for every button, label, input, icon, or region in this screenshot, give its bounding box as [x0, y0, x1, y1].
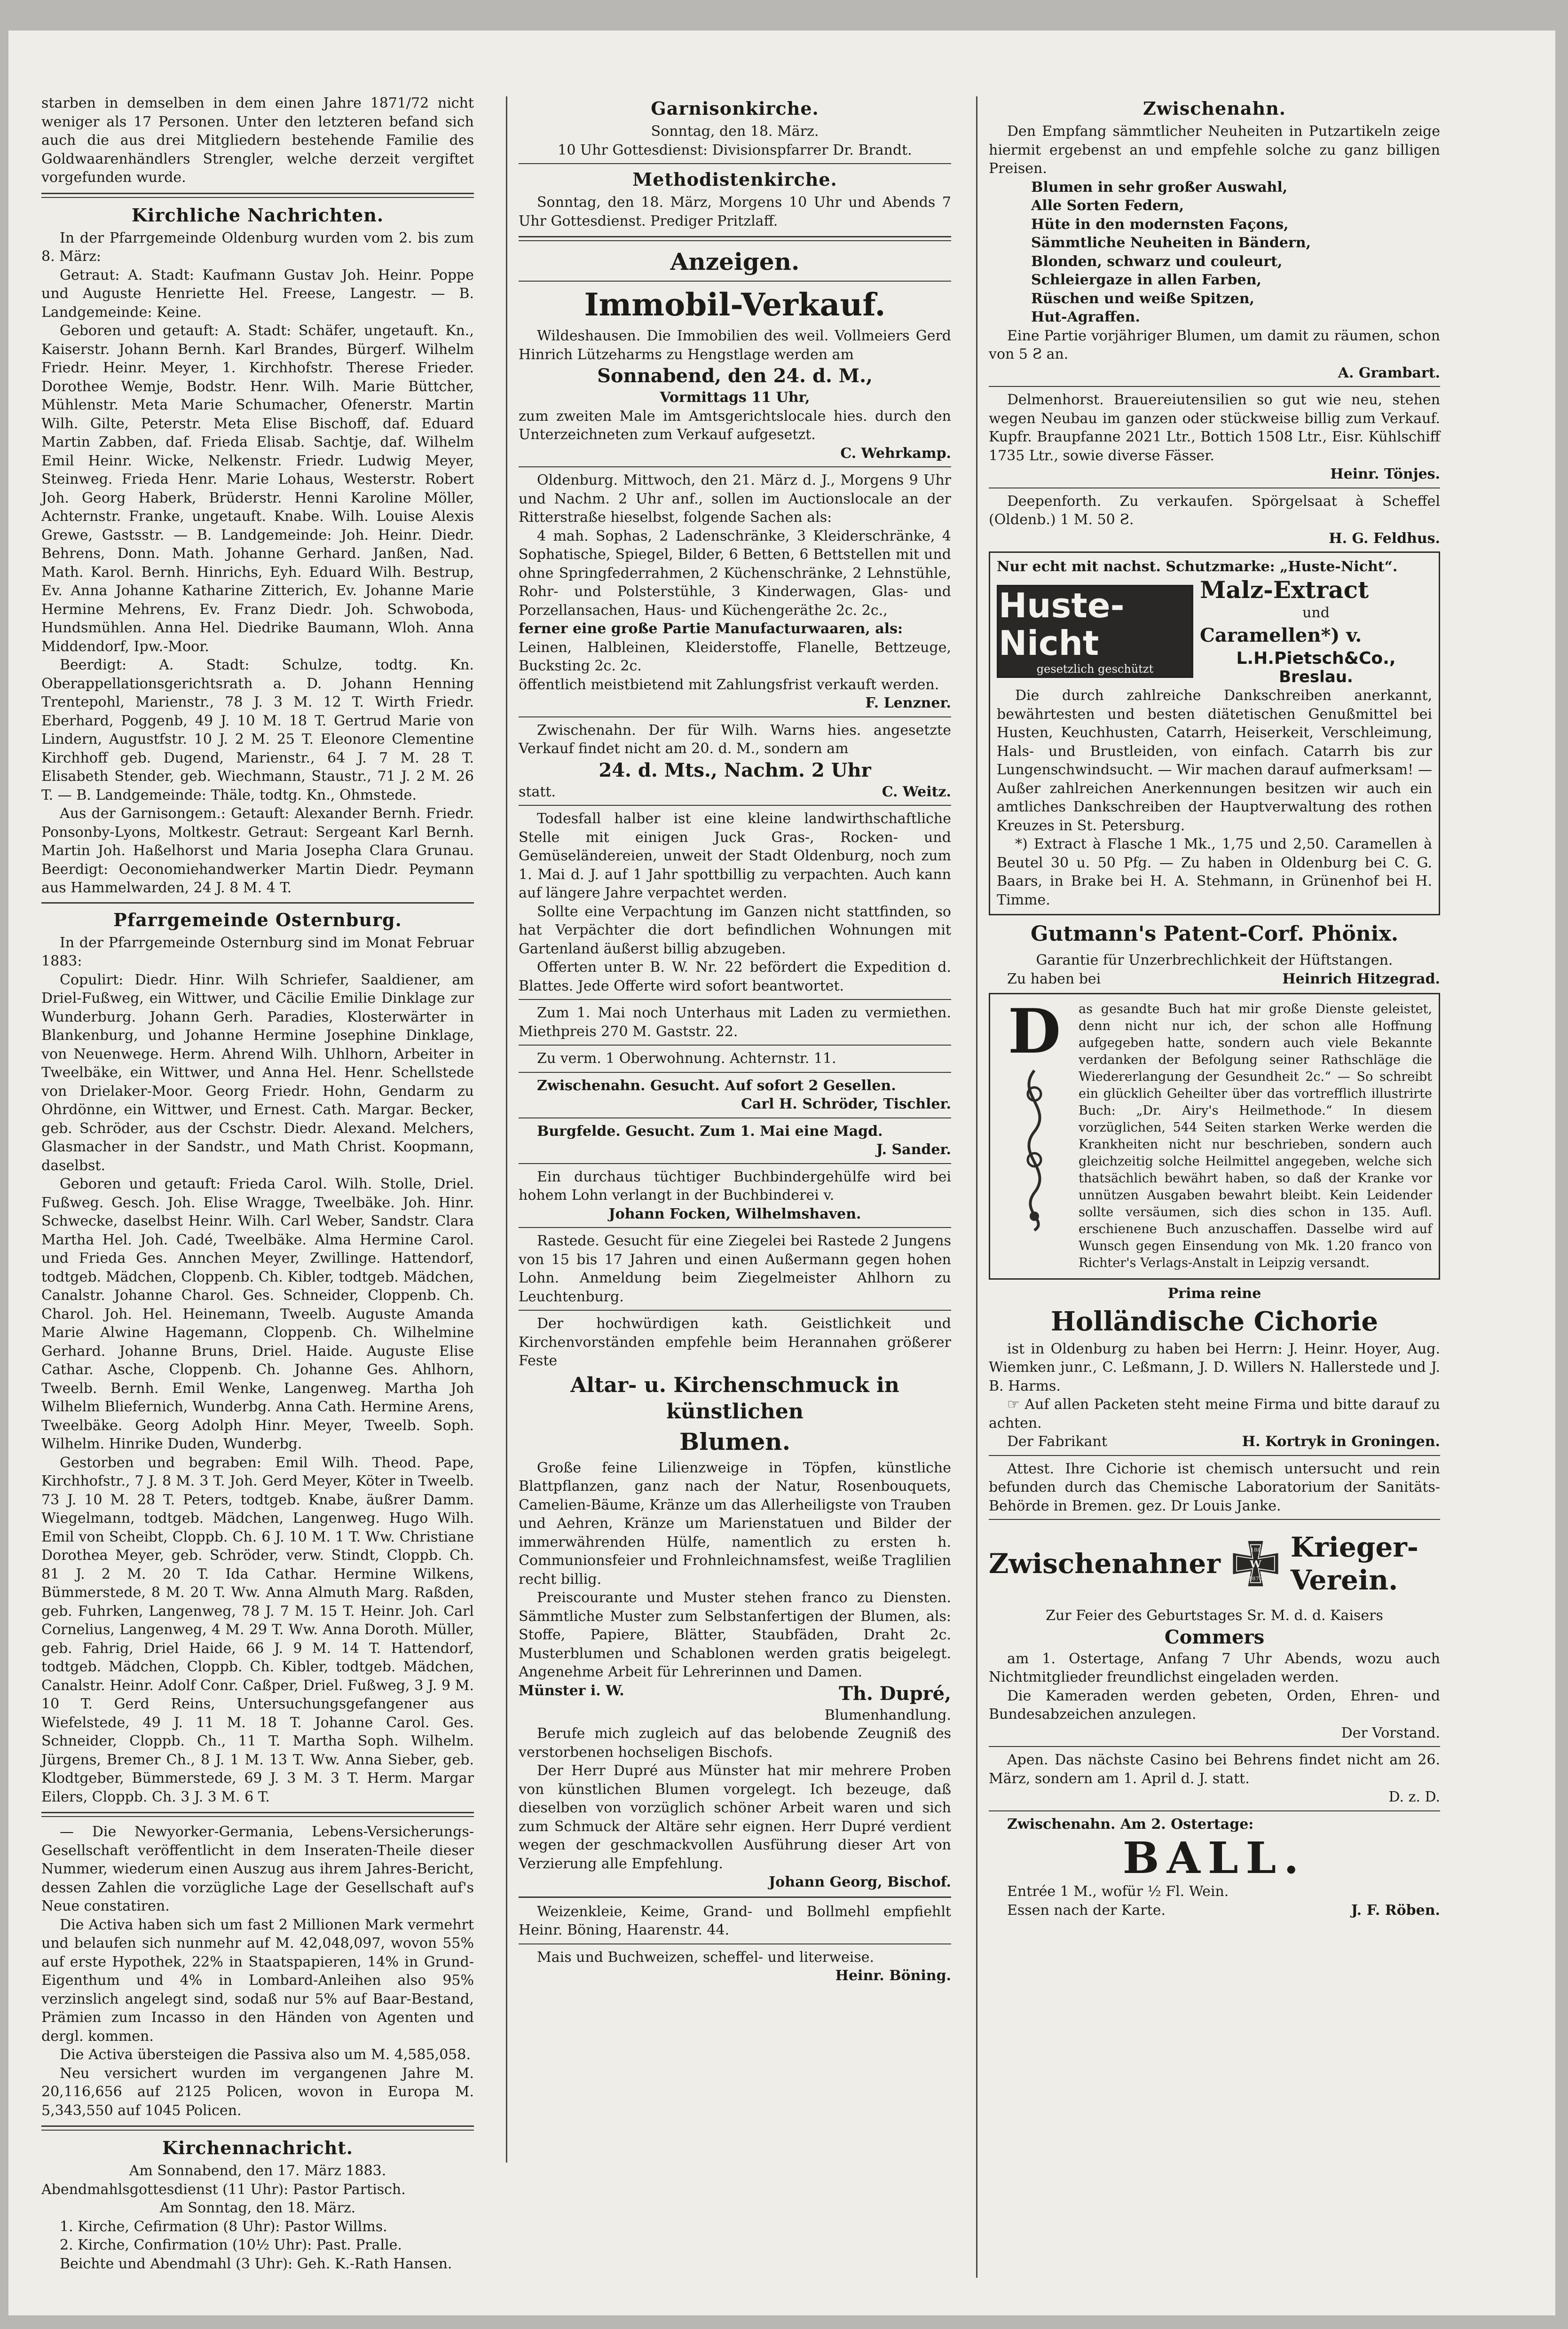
- section-title-anzeigen: Anzeigen.: [670, 248, 800, 275]
- paragraph: 4 mah. Sophas, 2 Ladenschränke, 3 Kleiderschränke, 4 Sophatische, Spiegel, Bilder, 6 Betten, 6 Bettstellen mit und ohne Springfederrahmen, 2 Küchenschränke, 2 Lehnstühle, Rohr- und Polsterstühle, 3 Kinderwagen, Glas- und Porzellansachen, Haus- und Küchengeräthe 2c. 2c.,: [519, 527, 951, 619]
- ornament-icon: [1006, 1066, 1063, 1235]
- column-3: [989, 94, 1440, 1920]
- paragraph: Die Kameraden werden gebeten, Orden, Ehren- und Bundesabzeichen anzulegen.: [989, 1687, 1440, 1723]
- paragraph: Der hochwürdigen kath. Geistlichkeit und Kirchenvorständen empfehle beim Herannahen größerer Feste: [519, 1315, 951, 1369]
- ad-signature: C. Wehrkamp.: [840, 445, 951, 462]
- divider: [519, 1163, 951, 1164]
- divider: [519, 999, 951, 1000]
- ad-title-commers: Commers: [1164, 1626, 1265, 1648]
- paragraph: — Die Newyorker-Germania, Lebens-Versicherungs-Gesellschaft veröffentlicht in dem Inseraten-Theile dieser Nummer, wiederum einen Auszug aus ihrem Jahres-Bericht, dessen Zahlen die vorzügliche Lage der Gesellschaft auf's Neue constatiren.: [41, 1824, 474, 1914]
- ad-book: [989, 993, 1440, 1280]
- text-line: und: [1302, 604, 1330, 621]
- divider: [519, 1896, 951, 1898]
- paragraph: Preiscourante und Muster stehen franco zu Diensten. Sämmtliche Muster zum Selbstanfertigen der Blumen, als: Stoffe, Papiere, Blätter, Staubfäden, Draht 2c. Musterblumen und Schablonen werden gratis beigelegt. Angenehme Arbeit für Lehrerinnen und Damen.: [519, 1589, 951, 1680]
- text-line: Beichte und Abendmahl (3 Uhr): Geh. K.-Rath Hansen.: [60, 2255, 452, 2272]
- ad-signature: C. Weitz.: [882, 783, 951, 800]
- paragraph: In der Pfarrgemeinde Osternburg sind im Monat Februar 1883:: [41, 934, 474, 969]
- ad-title-zwischenahn: Zwischenahn.: [1143, 98, 1286, 119]
- paragraph: Sonntag, den 18. März, Morgens 10 Uhr und Abends 7 Uhr Gottesdienst. Prediger Pritzlaff.: [519, 194, 951, 229]
- paragraph: In der Pfarrgemeinde Oldenburg wurden vom 2. bis zum 8. März:: [41, 229, 474, 265]
- ad-title-altar-kirchenschmuck: Altar- u. Kirchenschmuck in künstlichen: [570, 1373, 899, 1424]
- paragraph: Delmenhorst. Brauereiutensilien so gut wie neu, stehen wegen Neubau im ganzen oder stückweise billig zum Verkauf. Kupfr. Braupfanne 2021 Ltr., Bottich 1508 Ltr., Eisr. Kühlschiff 1735 Ltr., sowie diverse Fässer.: [989, 392, 1440, 464]
- divider: [519, 163, 951, 164]
- text-line: Garantie für Unzerbrechlichkeit der Hüftstangen.: [1036, 952, 1393, 968]
- paragraph: Die Activa haben sich um fast 2 Millionen Mark vermehrt und belaufen sich nunmehr auf M. 42,048,097, wovon 55% auf erste Hypothek, 22% in Staatspapieren, 14% in Grund-Eigenthum und 4% in Lombard-Anleihen also 95% verzinslich angelegt sind, sodaß nur 5% auf Baar-Bestand, Prämien zum Incasso in den Händen von Agenten und dergl. kommen.: [41, 1916, 474, 2045]
- cross-mid-text: W: [1250, 1558, 1261, 1571]
- divider: [519, 805, 951, 806]
- column-1: [41, 94, 474, 2273]
- divider: [989, 1455, 1440, 1456]
- paragraph: am 1. Ostertage, Anfang 7 Uhr Abends, wozu auch Nichtmitglieder freundlichst eingeladen werden.: [989, 1650, 1440, 1685]
- text-line: Der Fabrikant: [1007, 1433, 1107, 1450]
- list-item: Sämmtliche Neuheiten in Bändern,: [1031, 235, 1311, 251]
- paragraph: Ein durchaus tüchtiger Buchbindergehülfe wird bei hohem Lohn verlangt in der Buchbinderei v.: [519, 1168, 951, 1204]
- text-line: Entrée 1 M., wofür ½ Fl. Wein.: [1007, 1883, 1229, 1900]
- paragraph: Oldenburg. Mittwoch, den 21. März d. J., Morgens 9 Uhr und Nachm. 2 Uhr anf., sollen im Auctionslocale an der Ritterstraße hieselbst, folgende Sachen als:: [519, 472, 951, 526]
- divider: [519, 716, 951, 717]
- paragraph: Zum 1. Mai noch Unterhaus mit Laden zu vermiethen. Miethpreis 270 M. Gaststr. 22.: [519, 1005, 951, 1040]
- ad-signature: F. Lenzner.: [865, 695, 951, 711]
- huste-nicht-logo: [997, 585, 1193, 678]
- list-item: Blonden, schwarz und couleurt,: [1031, 253, 1283, 270]
- ad-signature: J. F. Röben.: [1351, 1902, 1440, 1919]
- signature-row: [989, 1901, 1440, 1920]
- divider: [519, 466, 951, 467]
- cross-bot-text: 1870: [1248, 1575, 1263, 1582]
- paragraph: ☞ Auf allen Packeten steht meine Firma und bitte darauf zu achten.: [989, 1396, 1440, 1432]
- ad-krieger-verein-header: [989, 1524, 1440, 1604]
- ad-title-ball: BALL.: [1122, 1833, 1307, 1883]
- section-title-methodistenkirche: Methodistenkirche.: [632, 169, 837, 190]
- paragraph: öffentlich meistbietend mit Zahlungsfrist verkauft werden.: [519, 676, 939, 693]
- list-item: Alle Sorten Federn,: [1031, 197, 1184, 214]
- paragraph: Copulirt: Diedr. Hinr. Wilh Schriefer, Saaldiener, am Driel-Fußweg, ein Wittwer, und Cäcilie Emilie Dinklage zur Wunderburg. Johann Gerh. Paradies, Klosterwärter in Blankenburg, und Johanne Hermine Josephine Dinklage, von Neuenwege. Herm. Ahrend Wilh. Uhlhorn, Arbeiter in Tweelbäke, ein Wittwer, und Anna Hel. Henr. Schellstede von Drielaker-Moor. Georg Friedr. Hohn, Gendarm zu Ohrdönne, ein Wittwer, und Ernest. Cath. Margar. Becker, geb. Schröder, aus der Cschstr. Diedr. Alexand. Melchers, Glasmacher in der Sandstr., und Math Christ. Koopmann, daselbst.: [41, 971, 474, 1174]
- iron-cross-icon: [1230, 1524, 1281, 1604]
- paragraph: Die durch zahlreiche Dankschreiben anerkannt, bewährtesten und besten diätetischen Genußmittel bei Husten, Keuchhusten, Catarrh, Heiserkeit, Verschleimung, Hals- und Brustleiden, von einfach. Catarrh bis zur Lungenschwindsucht. — Wir machen darauf aufmerksam! — Außer zahlreichen Anerkennungen besitzen wir auch ein amtliches Dankschreiben der Hauptverwaltung des rothen Kreuzes in St. Petersburg.: [997, 687, 1432, 834]
- paragraph: Deepenforth. Zu verkaufen. Spörgelsaat à Scheffel (Oldenb.) 1 M. 50 Ƨ.: [989, 493, 1440, 528]
- ad-huste-header: [997, 576, 1432, 687]
- ad-signature: J. Sander.: [876, 1141, 951, 1158]
- ad-firm: Th. Dupré,: [839, 1682, 951, 1705]
- section-title-garnisonkirche: Garnisonkirche.: [651, 98, 819, 119]
- text-line: Krieger-Verein.: [1290, 1531, 1418, 1596]
- product-name: Malz-Extract: [1200, 575, 1369, 604]
- paragraph: Den Empfang sämmtlicher Neuheiten in Putzartikeln zeige hiermit ergebenst an und empfehle solche zu ganz billigen Preisen.: [989, 123, 1440, 177]
- divider: [519, 236, 951, 241]
- text-line: statt.: [519, 783, 556, 800]
- column-divider-2: [976, 96, 977, 2278]
- book-ornament: [997, 995, 1072, 1272]
- paragraph: Gestorben und begraben: Emil Wilh. Theod. Pape, Kirchhofstr., 7 J. 8 M. 3 T. Joh. Gerd Meyer, Köter in Tweelb. 73 J. 10 M. 28 T. Peters, todtgeb. Knabe, äußrer Damm. Wiegelmann, todtgeb. Mädchen, Langenweg. Hugo Wilh. Emil von Scheibt, Cloppb. Ch. 6 J. 10 M. 1 T. Ww. Christiane Dorothea Meyer, geb. Schröder, verw. Stindt, Cloppb. Ch. 81 J. 2 M. 20 T. Ida Cathar. Hermine Wilkens, Bümmerstede, 8 M. 20 T. Ww. Anna Almuth Marg. Raßden, geb. Fuhrken, Langenweg, 78 J. 7 M. 15 T. Heinr. Joh. Carl Cornelius, Langenweg, 4 M. 29 T. Ww. Anna Doroth. Müller, geb. Fahrig, Driel Haide, 66 J. 9 M. 14 T. Hattendorf, todtgeb. Mädchen, Cloppb. Ch. Kibler, todtgeb. Mädchen, Canalstr. Heinr. Adolf Conr. Caßper, Driel. Fußweg, 3 J. 9 M. 10 T. Gerd Reins, Untersuchungsgefangener aus Wiefelstede, 49 J. 11 M. 18 T. Johanne Carol. Ges. Schneider, Cloppb. Ch., 11 T. Martha Soph. Wilhelm. Jürgens, Bremer Ch., 8 J. 1 M. 13 T. Ww. Anna Sieber, geb. Klodtgeber, Bümmerstede, 69 J. 3 M. 3 T. Herm. Margar Eilers, Cloppb. Ch. 3 J. 3 M. 6 T.: [41, 1454, 474, 1805]
- ad-signature: Der Vorstand.: [1341, 1724, 1440, 1741]
- paragraph: Aus der Garnisongem.: Getauft: Alexander Bernh. Friedr. Ponsonby-Lyons, Moltkestr. Getraut: Sergeant Karl Bernh. Martin Joh. Haßelhorst und Maria Josepha Clara Grunau. Beerdigt: Oeconomiehandwerker Martin Diedr. Peymann aus Hammelwarden, 24 J. 8 M. 4 T.: [41, 805, 474, 896]
- text-line: 2. Kirche, Confirmation (10½ Uhr): Past. Pralle.: [60, 2237, 402, 2253]
- column-2: [519, 94, 951, 1985]
- ad-head: Nur echt mit nachst. Schutzmarke: „Huste-Nicht“.: [997, 559, 1398, 575]
- paragraph: Große feine Lilienzweige in Töpfen, künstliche Blattpflanzen, ganz nach der Natur, Rosenbouquets, Camelien-Bäume, Kränze um das Allerheiligste von Trauben und Aehren, Kränze um Marienstatuen und Bilder der immerwährenden Hülfe, namentlich zu ersten h. Communionsfeier und Frohnleichnamsfest, weiße Traglilien recht billig.: [519, 1459, 951, 1588]
- paragraph: Getraut: A. Stadt: Kaufmann Gustav Joh. Heinr. Poppe und Auguste Henriette Hel. Freese, Langestr. — B. Landgemeinde: Keine.: [41, 267, 474, 321]
- column-divider-1: [506, 96, 507, 2163]
- ad-title-gutmann: Gutmann's Patent-Corf. Phönix.: [1030, 922, 1399, 946]
- ad-signature: Heinrich Hitzegrad.: [1282, 970, 1440, 987]
- divider: [519, 1045, 951, 1046]
- paragraph: zum zweiten Male im Amtsgerichtslocale hies. durch den Unterzeichneten zum Verkauf aufgesetzt.: [519, 408, 951, 443]
- ad-signature: H. Kortryk in Groningen.: [1242, 1433, 1440, 1450]
- paragraph: ist in Oldenburg zu haben bei Herrn: J. Heinr. Hoyer, Aug. Wiemken junr., C. Leßmann, J. D. Willers N. Hallerstede und J. B. Harms.: [989, 1340, 1440, 1394]
- divider: [989, 1746, 1440, 1747]
- divider: [519, 1117, 951, 1118]
- ad-signature: D. z. D.: [1388, 1789, 1440, 1805]
- ad-signature: A. Grambart.: [1338, 364, 1440, 381]
- text-line: Zu haben bei: [1007, 970, 1101, 987]
- logo-text: Huste-Nicht: [999, 585, 1125, 663]
- section-title-pfarrgemeinde-osternburg: Pfarrgemeinde Osternburg.: [113, 909, 402, 930]
- ad-title-immobil-verkauf: Immobil-Verkauf.: [584, 286, 886, 323]
- text-line: Am Sonnabend, den 17. März 1883.: [129, 2163, 386, 2179]
- item-list: [989, 178, 1440, 327]
- text-line: Essen nach der Karte.: [1007, 1902, 1166, 1919]
- paragraph: Die Activa übersteigen die Passiva also um M. 4,585,058.: [60, 2046, 471, 2063]
- ad-signature: Carl H. Schröder, Tischler.: [741, 1096, 951, 1112]
- text-line: 10 Uhr Gottesdienst: Divisionspfarrer Dr. Brandt.: [558, 142, 912, 158]
- paragraph: Leinen, Halbleinen, Kleiderstoffe, Flanelle, Bettzeuge, Bucksting 2c. 2c.: [519, 639, 951, 674]
- text-line: Prima reine: [1167, 1285, 1261, 1302]
- ad-signature: Johann Georg, Bischof.: [769, 1874, 951, 1890]
- text-line: Abendmahlsgottesdienst (11 Uhr): Pastor Partisch.: [41, 2181, 406, 2198]
- signature-row: [989, 1432, 1440, 1451]
- ad-product-block: [1200, 576, 1432, 687]
- divider: [519, 1227, 951, 1228]
- signature-row: [519, 1682, 951, 1706]
- ad-place: Münster i. W.: [519, 1682, 624, 1699]
- paragraph: Geboren und getauft: A. Stadt: Schäfer, ungetauft. Kn., Kaiserstr. Johann Bernh. Karl Brandes, Bürgerf. Wilhelm Friedr. Heinr. Meyer, 1. Kirchhofstr. Therese Frieder. Dorothee Wemje, Bodstr. Henr. Wilh. Marie Büttcher, Mühlenstr. Meta Marie Schumacher, Ofenerstr. Martin Wilh. Gilte, Peterstr. Meta Elise Bischoff, daf. Eduard Martin Zabben, daf. Frieda Elisab. Sachtje, daf. Wilhelm Emil Heinr. Wicke, Nelkenstr. Friedr. Ludwig Meyer, Steinweg. Frieda Henr. Marie Lohaus, Westerstr. Robert Joh. Georg Haberk, Brüderstr. Henni Karoline Möller, Achternstr. Franke, ungetauft. Knabe. Wilh. Louise Alexis Grewe, Gastsstr. — B. Landgemeinde: Joh. Heinr. Diedr. Behrens, Donn. Math. Johanne Gerhard. Janßen, Nad. Math. Karol. Bernh. Hinrichs, Eyh. Eduard Wilh. Bestrup, Ev. Anna Johanne Katharine Zitterich, Ev. Johanne Marie Hermine Mehrens, Ev. Franz Diedr. Joh. Schwoboda, Hundsmühlen. Anna Hel. Diedrike Baumann, Wloh. Anna Middendorf, Ipw.-Moor.: [41, 323, 474, 655]
- initial-letter: D: [1008, 995, 1061, 1067]
- ad-signature: Heinr. Tönjes.: [1330, 466, 1440, 482]
- section-title-kirchennachricht: Kirchennachricht.: [162, 2137, 354, 2158]
- logo-subtext: gesetzlich geschützt: [1036, 662, 1154, 676]
- divider: [519, 1310, 951, 1311]
- product-name: Caramellen*) v.: [1200, 624, 1362, 646]
- divider: [519, 1072, 951, 1073]
- divider: [519, 281, 951, 282]
- paragraph: Weizenkleie, Keime, Grand- und Bollmehl empfiehlt Heinr. Böning, Haarenstr. 44.: [519, 1903, 951, 1938]
- text-line: Am Sonntag, den 18. März.: [159, 2200, 356, 2216]
- ad-date: Sonnabend, den 24. d. M.,: [597, 365, 873, 387]
- ad-signature: Heinr. Böning.: [835, 1967, 951, 1984]
- firm-city: Breslau.: [1279, 667, 1353, 686]
- divider: [519, 1943, 951, 1944]
- text-line: 1. Kirche, Cefirmation (8 Uhr): Pastor Willms.: [60, 2218, 387, 2235]
- divider: [989, 1519, 1440, 1520]
- article-intro: starben in demselben in dem einen Jahre 1871/72 nicht weniger als 17 Personen. Unter den letzteren befand sich auch die aus drei Mitgliedern bestehende Familie des Goldwaarenhändlers Strengler, welche derzeit vergiftet vorgefunden wurde.: [41, 95, 474, 186]
- signature-row: [989, 970, 1440, 989]
- signature-row: [519, 783, 951, 802]
- text-line: Sonntag, den 18. März.: [651, 123, 819, 140]
- list-item: Rüschen und weiße Spitzen,: [1031, 290, 1255, 307]
- book-text: as gesandte Buch hat mir große Dienste geleistet, denn nicht nur ich, der schon alle Hoffnung aufgegeben hatte, sondern auch viele Bekannte verdanken der Befolgung seiner Rathschläge die Wiedererlangung der Gesundheit 2c.“ — So schreibt ein glücklich Geheilter über das vortrefflich illustrirte Buch: „Dr. Airy's Heilmethode.“ In diesem vorzüglichen, 544 Seiten starken Werke werden die Krankheiten nicht nur beschrieben, sondern auch gleichzeitig solche Heilmittel angegeben, welche sich thatsächlich bewährt haben, so daß der Kranke vor unnützen Ausgaben bewahrt bleibt. Kein Leidender sollte versäumen, sich dies schon in 135. Aufl. erschienene Buch anzuschaffen. Dasselbe wird auf Wunsch gegen Einsendung von Mk. 1.20 franco von Richter's Verlags-Anstalt in Leipzig versandt.: [1079, 1002, 1432, 1270]
- text-line: Zwischenahner: [989, 1548, 1221, 1580]
- paragraph: Zwischenahn. Gesucht. Auf sofort 2 Gesellen.: [537, 1077, 896, 1094]
- divider: [41, 1812, 474, 1817]
- paragraph: Eine Partie vorjähriger Blumen, um damit zu räumen, schon von 5 Ƨ an.: [989, 327, 1440, 362]
- list-item: Blumen in sehr großer Auswahl,: [1031, 179, 1288, 196]
- divider: [41, 902, 474, 904]
- text-line: Blumenhandlung.: [824, 1707, 951, 1723]
- list-item: Hüte in den modernsten Façons,: [1031, 216, 1289, 233]
- cross-top-text: 188: [1250, 1546, 1261, 1553]
- paragraph: Todesfall halber ist eine kleine landwirthschaftliche Stelle mit einigen Juck Gras-, Rocken- und Gemüseländereien, unweit der Stadt Oldenburg, noch zum 1. Mai d. J. auf 1 Jahr spottbillig zu verpachten. Auch kann auf längere Jahre verpachtet werden.: [519, 810, 951, 901]
- paragraph: Offerten unter B. W. Nr. 22 befördert die Expedition d. Blattes. Jede Offerte wird sofort beantwortet.: [519, 959, 951, 994]
- paragraph: Wildeshausen. Die Immobilien des weil. Vollmeiers Gerd Hinrich Lützeharms zu Hengstlage werden am: [519, 328, 951, 363]
- newspaper-page: [8, 31, 1555, 2315]
- ad-date: 24. d. Mts., Nachm. 2 Uhr: [599, 759, 871, 781]
- paragraph: ferner eine große Partie Manufacturwaaren, als:: [519, 621, 903, 637]
- paragraph: Apen. Das nächste Casino bei Behrens findet nicht am 26. März, sondern am 1. April d. J. statt.: [989, 1752, 1440, 1787]
- paragraph: Zwischenahn. Am 2. Ostertage:: [1007, 1816, 1254, 1833]
- ad-title-hollaendische-cichorie: Holländische Cichorie: [1050, 1306, 1379, 1337]
- paragraph: Geboren und getauft: Frieda Carol. Wilh. Stolle, Driel. Fußweg. Gesch. Joh. Elise Wragge, Tweelbäke. Joh. Hinr. Schwecke, daselbst Heinr. Wilh. Carl Weber, Sandstr. Clara Martha Hel. Joh. Cadé, Tweelbäke. Alma Hermine Carol. und Frieda Ges. Annchen Meyer, Zwillinge. Hattendorf, todtgeb. Mädchen, Cloppenb. Ch. Kibler, todtgeb. Mädchen, Canalstr. Johanne Charol. Ges. Schneider, Cloppenb. Ch. Charol. Joh. Hel. Heinemann, Tweelb. Auguste Amanda Marie Alwine Hagemann, Cloppenb. Ch. Wilhelmine Gerhard. Johanne Bruns, Driel. Haide. Auguste Elise Cathar. Asche, Cloppenb. Ch. Johanne Ges. Ahlhorn, Tweelb. Bernh. Emil Wenke, Langenweg. Martha Joh Wilhelm Bliefernich, Wunderbg. Anna Cath. Hermine Arens, Tweelbäke. Georg Adolph Hinr. Meyer, Tweelb. Soph. Wilhelm. Hinrike Duden, Wunderbg.: [41, 1176, 474, 1452]
- ad-huste-nicht: [989, 551, 1440, 915]
- firm-name: L.H.Pietsch&Co.,: [1236, 649, 1396, 668]
- list-item: Hut-Agraffen.: [1031, 309, 1140, 325]
- paragraph: Mais und Buchweizen, scheffel- und literweise.: [537, 1949, 875, 1966]
- paragraph: Neu versichert wurden im vergangenen Jahre M. 20,116,656 auf 2125 Policen, wovon in Europa M. 5,343,550 auf 1045 Policen.: [41, 2065, 474, 2119]
- ad-signature: H. G. Feldhus.: [1329, 530, 1440, 547]
- divider: [41, 2125, 474, 2131]
- paragraph: Sollte eine Verpachtung im Ganzen nicht stattfinden, so hat Verpächter die dort befindlichen Wohnungen mit Gartenland äußerst billig abzugeben.: [519, 903, 951, 957]
- section-title-kirchliche-nachrichten: Kirchliche Nachrichten.: [131, 204, 384, 226]
- paragraph: *) Extract à Flasche 1 Mk., 1,75 und 2,50. Caramellen à Beutel 30 u. 50 Pfg. — Zu haben in Oldenburg bei C. G. Baars, in Brake bei H. A. Stehmann, in Grünenhof bei H. Timme.: [997, 836, 1432, 908]
- list-item: Schleiergaze in allen Farben,: [1031, 272, 1261, 288]
- divider: [41, 193, 474, 198]
- paragraph: Berufe mich zugleich auf das belobende Zeugniß des verstorbenen hochseligen Bischofs.: [519, 1725, 951, 1761]
- paragraph: Attest. Ihre Cichorie ist chemisch untersucht und rein befunden durch das Chemische Laboratorium der Sanitäts-Behörde in Bremen. gez. Dr Louis Janke.: [989, 1460, 1440, 1514]
- text-line: Zur Feier des Geburtstages Sr. M. d. d. Kaisers: [1046, 1607, 1383, 1624]
- paragraph: Rastede. Gesucht für eine Ziegelei bei Rastede 2 Jungens von 15 bis 17 Jahren und einen Außermann gegen hohen Lohn. Anmeldung beim Ziegelmeister Ahlhorn zu Leuchtenburg.: [519, 1233, 951, 1305]
- divider: [989, 386, 1440, 387]
- ad-title-blumen: Blumen.: [679, 1427, 791, 1456]
- divider: [989, 1810, 1440, 1811]
- ad-signature: Johann Focken, Wilhelmshaven.: [608, 1205, 861, 1222]
- paragraph: Der Herr Dupré aus Münster hat mir mehrere Proben von künstlichen Blumen vorgelegt. Ich bezeuge, daß dieselben von vorzüglich schöner Arbeit waren und sich zum Schmuck der Altäre sehr eignen. Herr Dupré verdient wegen der geschmackvollen Ausführung dieser Art von Verzierung alle Empfehlung.: [519, 1762, 951, 1872]
- ad-time: Vormittags 11 Uhr,: [660, 389, 810, 406]
- paragraph: Beerdigt: A. Stadt: Schulze, todtg. Kn. Oberappellationsgerichtsrath a. D. Johann Henning Trentepohl, Marienstr., 78 J. 3 M. 12 T. Wirth Friedr. Eberhard, Poggenb, 49 J. 10 M. 18 T. Gertrud Marie von Lindern, Augustfstr. 10 J. 2 M. 25 T. Eleonore Clementine Kirchhoff geb. Dugend, Marienstr., 64 J. 7 M. 28 T. Elisabeth Stender, geb. Wiechmann, Staustr., 71 J. 2 M. 26 T. — B. Landgemeinde: Thäle, todtg. Kn., Ohmstede.: [41, 657, 474, 803]
- paragraph: Burgfelde. Gesucht. Zum 1. Mai eine Magd.: [537, 1123, 883, 1140]
- paragraph: Zu verm. 1 Oberwohnung. Achternstr. 11.: [537, 1050, 836, 1067]
- paragraph: Zwischenahn. Der für Wilh. Warns hies. angesetzte Verkauf findet nicht am 20. d. M., sondern am: [519, 722, 951, 757]
